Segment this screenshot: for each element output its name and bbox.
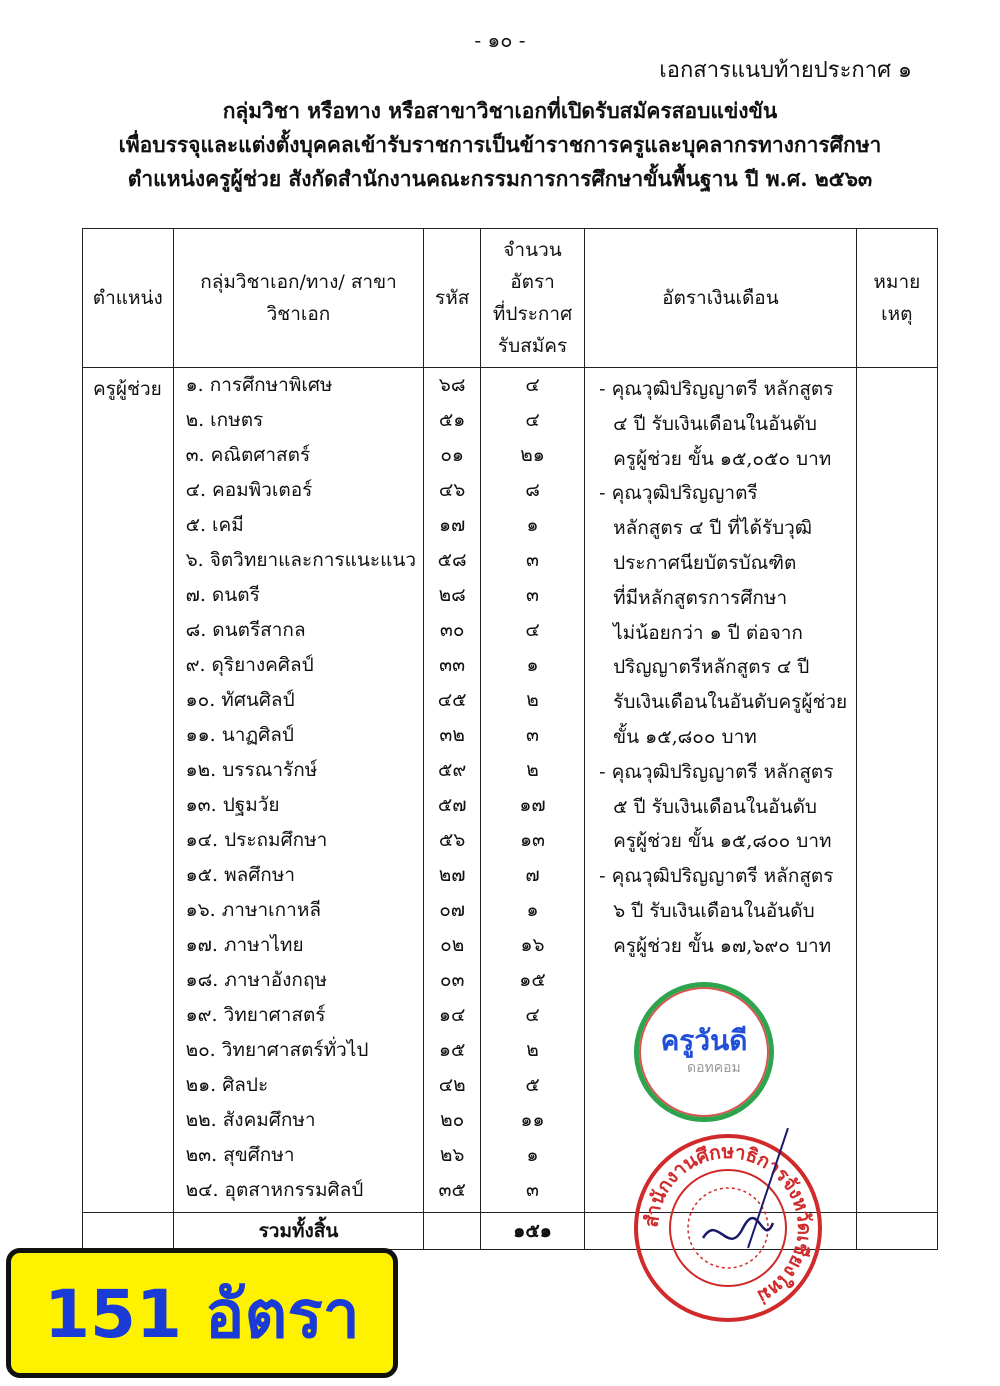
page-number: - ๑๐ - <box>474 28 526 52</box>
salary-item-line: ๖ ปี รับเงินเดือนในอันดับ <box>613 899 815 922</box>
subject-code: ๖๘ <box>438 374 466 396</box>
salary-item <box>599 755 850 859</box>
subject-count: ๒ <box>526 759 539 781</box>
subject-code: ๐๓ <box>439 969 465 991</box>
salary-item-line: ครูผู้ช่วย ขั้น ๑๕,๐๕๐ บาท <box>613 447 832 470</box>
total-blank-2 <box>424 1213 481 1250</box>
logo-main-text: ครูวันดี <box>660 1024 748 1057</box>
subject-item: ๑๙. วิทยาศาสตร์ <box>185 1004 326 1026</box>
subject-code: ๕๗ <box>437 794 467 816</box>
subject-item: ๒๓. สุขศึกษา <box>185 1144 295 1166</box>
subject-count: ๔ <box>525 1004 540 1026</box>
salary-item-line: ปริญญาตรีหลักสูตร ๔ ปี <box>613 656 810 679</box>
subject-count: ๑ <box>526 899 539 921</box>
salary-item-line: รับเงินเดือนในอันดับครูผู้ช่วย <box>613 691 848 714</box>
subject-count: ๒๑ <box>520 444 545 466</box>
subject-item: ๑๘. ภาษาอังกฤษ <box>185 969 327 991</box>
salary-item-lead: - คุณวุฒิปริญญาตรี หลักสูตร <box>599 760 834 783</box>
subject-count: ๗ <box>525 864 540 886</box>
subject-item: ๑๗. ภาษาไทย <box>185 934 304 956</box>
salary-item-lead: - คุณวุฒิปริญญาตรี <box>599 482 758 505</box>
subject-code: ๐๗ <box>439 899 466 921</box>
subject-count: ๒ <box>526 1039 539 1061</box>
subject-code: ๕๑ <box>438 409 466 431</box>
subject-count: ๑๖ <box>520 934 545 956</box>
subject-item: ๑๖. ภาษาเกาหลี <box>185 899 321 921</box>
header-code: รหัส <box>424 229 481 368</box>
subject-count: ๘ <box>525 479 540 501</box>
salary-item-line: หลักสูตร ๔ ปี ที่ได้รับวุฒิ <box>613 517 813 540</box>
salary-item-line: ๔ ปี รับเงินเดือนในอันดับ <box>613 412 817 435</box>
subject-item: ๑๒. บรรณารักษ์ <box>185 759 318 781</box>
note-column <box>856 368 937 1213</box>
salary-item-line: ขั้น ๑๕,๘๐๐ บาท <box>613 725 757 748</box>
title-line-2: เพื่อบรรจุและแต่งตั้งบุคคลเข้ารับราชการเป็นข้าราชการครูและบุคลากรทางการศึกษา <box>118 132 882 157</box>
subject-item: ๖. จิตวิทยาและการแนะแนว <box>185 549 416 571</box>
subject-item: ๘. ดนตรีสากล <box>185 619 306 641</box>
subject-count: ๑๕ <box>519 969 546 991</box>
subject-count: ๔ <box>525 409 540 431</box>
subject-item: ๒๐. วิทยาศาสตร์ทั่วไป <box>185 1039 369 1061</box>
subject-item: ๒๔. อุตสาหกรรมศิลป์ <box>185 1179 364 1201</box>
title-line-3: ตำแหน่งครูผู้ช่วย สังกัดสำนักงานคณะกรรมการการศึกษาขั้นพื้นฐาน ปี พ.ศ. ๒๕๖๓ <box>127 166 873 191</box>
subject-item: ๑. การศึกษาพิเศษ <box>185 374 333 396</box>
subject-count: ๓ <box>526 724 540 746</box>
code-column <box>424 368 481 1213</box>
subject-code: ๓๓ <box>439 654 466 676</box>
salary-item-lead: - คุณวุฒิปริญญาตรี หลักสูตร <box>599 378 834 400</box>
subject-count: ๓ <box>526 1179 540 1201</box>
subject-code: ๔๖ <box>438 479 466 501</box>
salary-item-line: ๕ ปี รับเงินเดือนในอันดับ <box>613 795 817 818</box>
subject-code: ๒๗ <box>438 864 466 886</box>
subject-code: ๑๕ <box>438 1039 466 1061</box>
banner-text: 151 อัตรา <box>44 1276 360 1353</box>
subject-code: ๕๖ <box>438 829 466 851</box>
subject-code: ๑๗ <box>438 514 466 536</box>
subject-count: ๕ <box>525 1074 540 1096</box>
subject-item: ๑๐. ทัศนศิลป์ <box>185 689 295 711</box>
salary-item-line: ไม่น้อยกว่า ๑ ปี ต่อจาก <box>613 621 803 644</box>
subject-count: ๔ <box>525 374 540 396</box>
header-salary: อัตราเงินเดือน <box>585 229 857 368</box>
subject-count: ๔ <box>525 619 540 641</box>
count-column <box>480 368 584 1213</box>
salary-item-line: ครูผู้ช่วย ขั้น ๑๕,๘๐๐ บาท <box>613 830 832 853</box>
salary-item <box>599 372 850 476</box>
salary-item <box>599 476 850 754</box>
total-value: ๑๕๑ <box>480 1213 584 1250</box>
document-reference: เอกสารแนบท้ายประกาศ ๑ <box>659 58 912 83</box>
header-position: ตำแหน่ง <box>83 229 174 368</box>
header-subject: กลุ่มวิชาเอก/ทาง/ สาขา วิชาเอก <box>173 229 424 368</box>
subject-item: ๒๑. ศิลปะ <box>185 1074 269 1096</box>
document-title <box>0 94 1000 196</box>
salary-item-lead: - คุณวุฒิปริญญาตรี หลักสูตร <box>599 865 834 888</box>
total-blank-4 <box>856 1213 937 1250</box>
salary-item-line: ที่มีหลักสูตรการศึกษา <box>613 586 788 609</box>
salary-item <box>599 859 850 963</box>
subject-item: ๕. เคมี <box>185 514 244 536</box>
kruwandee-logo <box>634 982 774 1122</box>
subject-code: ๔๒ <box>438 1074 466 1096</box>
subject-count: ๓ <box>526 584 540 606</box>
subject-item: ๑๔. ประถมศึกษา <box>185 829 328 851</box>
subject-code: ๐๒ <box>440 934 465 956</box>
subject-column <box>173 368 424 1213</box>
subject-count: ๑๓ <box>519 829 546 851</box>
subject-code: ๓๕ <box>438 1179 466 1201</box>
subject-item: ๒๒. สังคมศึกษา <box>185 1109 316 1131</box>
subject-count: ๒ <box>526 689 539 711</box>
subject-item: ๑๑. นาฏศิลป์ <box>185 724 294 746</box>
subject-item: ๔. คอมพิวเตอร์ <box>185 479 313 501</box>
signature-mark <box>703 1218 773 1239</box>
table-body-row <box>83 368 938 1213</box>
subject-item: ๓. คณิตศาสตร์ <box>185 444 311 466</box>
seal-text: สำนักงานศึกษาธิการจังหวัดเชียงใหม่ <box>640 1140 816 1308</box>
subject-item: ๙. ดุริยางคศิลป์ <box>185 654 314 676</box>
svg-text:สำนักงานศึกษาธิการจังหวัดเชียง <box>640 1141 815 1307</box>
total-blank-1 <box>83 1213 174 1250</box>
count-banner <box>6 1248 398 1378</box>
subject-code: ๓๐ <box>439 619 465 641</box>
subject-count: ๑ <box>526 1144 539 1166</box>
header-note: หมาย เหตุ <box>856 229 937 368</box>
subject-count: ๑ <box>526 514 539 536</box>
subject-code: ๒๘ <box>438 584 466 606</box>
subject-code: ๕๘ <box>437 549 467 571</box>
subject-item: ๑๕. พลศึกษา <box>185 864 296 886</box>
subject-count: ๑๑ <box>520 1109 545 1131</box>
subject-item: ๒. เกษตร <box>185 409 264 431</box>
subject-code: ๔๕ <box>437 689 467 711</box>
subject-code: ๒๐ <box>440 1109 465 1131</box>
header-count: จำนวน อัตรา ที่ประกาศ รับสมัคร <box>480 229 584 368</box>
subject-code: ๓๒ <box>439 724 465 746</box>
total-label: รวมทั้งสิ้น <box>173 1213 424 1250</box>
subject-code: ๐๑ <box>440 444 464 466</box>
salary-item-line: ครูผู้ช่วย ขั้น ๑๗,๖๙๐ บาท <box>613 934 832 957</box>
logo-sub-text: ดอทคอม <box>687 1060 741 1076</box>
subject-code: ๑๔ <box>438 1004 466 1026</box>
title-line-1: กลุ่มวิชา หรือทาง หรือสาขาวิชาเอกที่เปิดรับสมัครสอบแข่งขัน <box>222 98 778 123</box>
position-cell: ครูผู้ช่วย <box>83 368 174 1213</box>
subject-code: ๕๙ <box>438 759 467 781</box>
table-header-row <box>83 229 938 368</box>
salary-item-line: ประกาศนียบัตรบัณฑิต <box>613 551 797 574</box>
subject-count: ๓ <box>526 549 540 571</box>
official-seal <box>628 1128 828 1328</box>
subject-count: ๑๗ <box>519 794 546 816</box>
subject-count: ๑ <box>526 654 539 676</box>
subject-item: ๗. ดนตรี <box>185 584 260 606</box>
subject-item: ๑๓. ปฐมวัย <box>185 794 280 816</box>
subject-code: ๒๖ <box>439 1144 465 1166</box>
positions-table <box>82 228 938 1250</box>
